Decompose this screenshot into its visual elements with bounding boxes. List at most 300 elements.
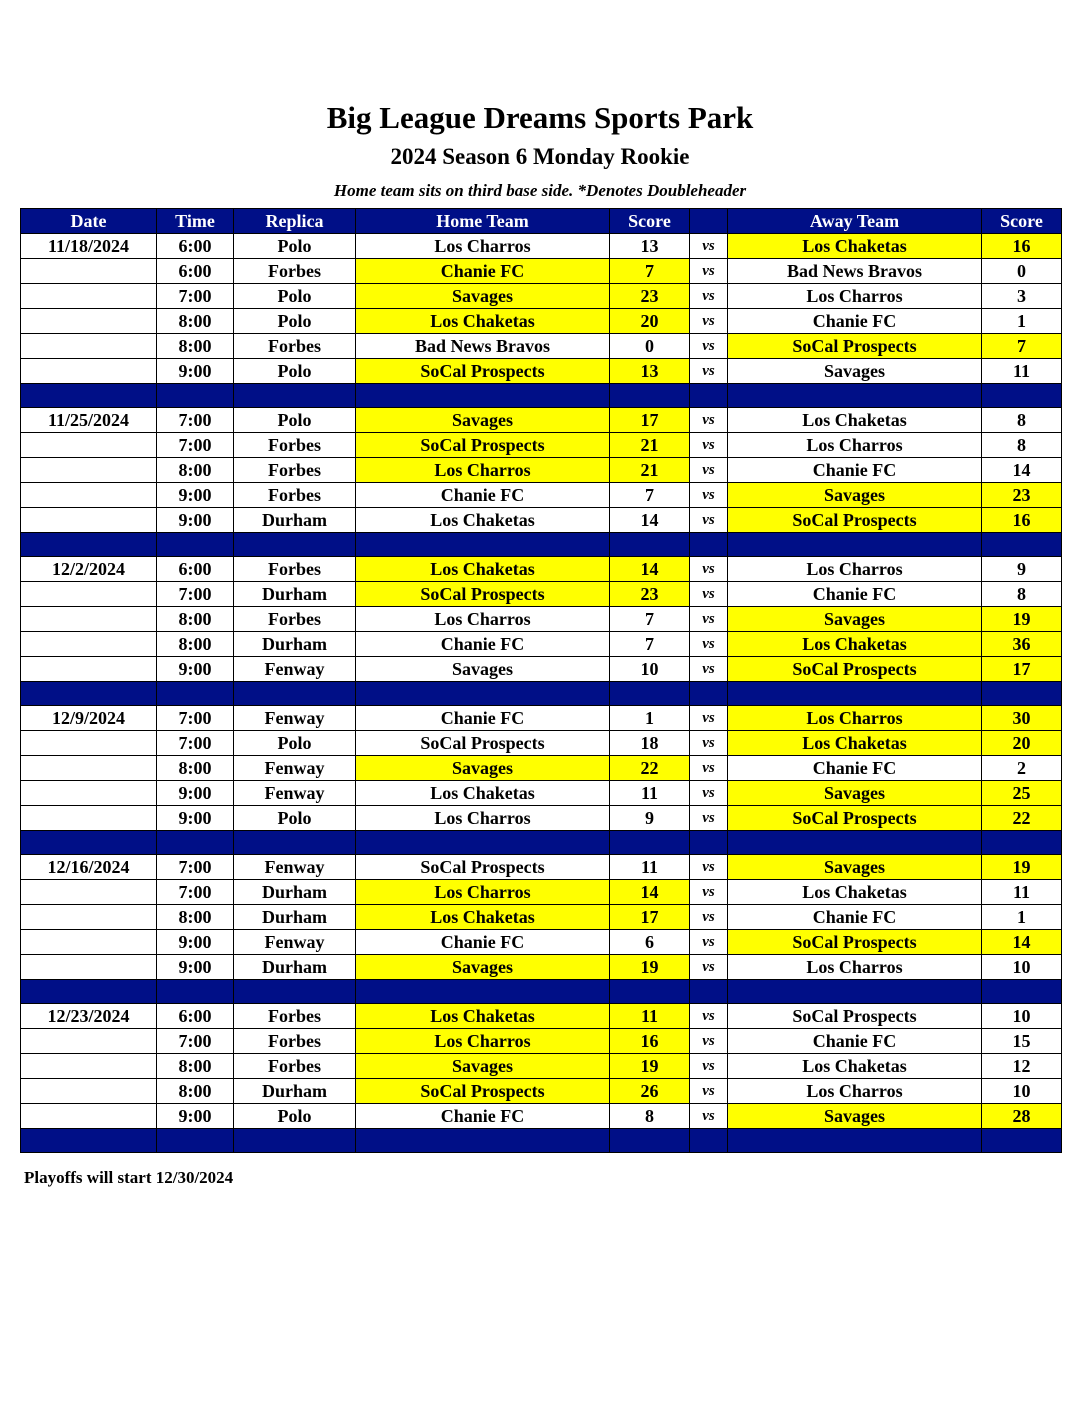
home-score: 13	[610, 234, 690, 259]
separator-cell	[982, 533, 1062, 557]
home-team: Los Chaketas	[356, 781, 610, 806]
game-row	[21, 855, 1062, 880]
separator-cell	[21, 384, 157, 408]
game-date	[21, 259, 157, 284]
game-row	[21, 657, 1062, 682]
vs-label: vs	[690, 557, 728, 582]
game-time: 9:00	[157, 781, 234, 806]
game-time: 8:00	[157, 1079, 234, 1104]
game-row	[21, 1079, 1062, 1104]
home-score: 21	[610, 458, 690, 483]
game-row	[21, 607, 1062, 632]
game-date	[21, 334, 157, 359]
away-team: Savages	[728, 781, 982, 806]
separator-cell	[356, 980, 610, 1004]
game-row	[21, 334, 1062, 359]
col-header-date: Date	[21, 209, 157, 234]
vs-label: vs	[690, 905, 728, 930]
game-date	[21, 1054, 157, 1079]
vs-label: vs	[690, 1004, 728, 1029]
away-score: 10	[982, 1079, 1062, 1104]
game-replica: Polo	[234, 1104, 356, 1129]
home-score: 18	[610, 731, 690, 756]
away-score: 17	[982, 657, 1062, 682]
game-date	[21, 309, 157, 334]
game-date	[21, 657, 157, 682]
week-separator-row	[21, 831, 1062, 855]
game-row	[21, 930, 1062, 955]
vs-label: vs	[690, 706, 728, 731]
separator-cell	[157, 533, 234, 557]
away-team: Chanie FC	[728, 905, 982, 930]
home-score: 7	[610, 259, 690, 284]
game-date	[21, 1029, 157, 1054]
game-replica: Polo	[234, 731, 356, 756]
game-replica: Forbes	[234, 1004, 356, 1029]
separator-cell	[234, 831, 356, 855]
away-score: 16	[982, 508, 1062, 533]
separator-cell	[157, 384, 234, 408]
home-team: Los Charros	[356, 607, 610, 632]
separator-cell	[728, 682, 982, 706]
home-team: Los Charros	[356, 1029, 610, 1054]
col-header-home-team: Home Team	[356, 209, 610, 234]
game-date	[21, 359, 157, 384]
away-score: 1	[982, 905, 1062, 930]
separator-cell	[157, 682, 234, 706]
game-replica: Durham	[234, 1079, 356, 1104]
vs-label: vs	[690, 359, 728, 384]
away-score: 3	[982, 284, 1062, 309]
game-replica: Fenway	[234, 657, 356, 682]
game-row	[21, 781, 1062, 806]
schedule-table	[20, 208, 1062, 1153]
game-replica: Forbes	[234, 607, 356, 632]
vs-label: vs	[690, 259, 728, 284]
vs-label: vs	[690, 657, 728, 682]
game-replica: Forbes	[234, 483, 356, 508]
away-team: Los Chaketas	[728, 234, 982, 259]
separator-cell	[610, 384, 690, 408]
away-team: Savages	[728, 483, 982, 508]
away-team: SoCal Prospects	[728, 657, 982, 682]
away-score: 14	[982, 458, 1062, 483]
away-team: Los Charros	[728, 284, 982, 309]
home-score: 9	[610, 806, 690, 831]
game-date	[21, 284, 157, 309]
separator-cell	[356, 682, 610, 706]
away-team: Chanie FC	[728, 309, 982, 334]
game-replica: Forbes	[234, 458, 356, 483]
home-team: Savages	[356, 955, 610, 980]
game-replica: Fenway	[234, 781, 356, 806]
home-team: Savages	[356, 408, 610, 433]
vs-label: vs	[690, 1029, 728, 1054]
separator-cell	[982, 1129, 1062, 1153]
separator-cell	[21, 1129, 157, 1153]
away-team: SoCal Prospects	[728, 1004, 982, 1029]
game-row	[21, 259, 1062, 284]
game-replica: Fenway	[234, 855, 356, 880]
game-row	[21, 632, 1062, 657]
game-date	[21, 756, 157, 781]
away-team: SoCal Prospects	[728, 334, 982, 359]
game-replica: Durham	[234, 955, 356, 980]
game-date: 11/25/2024	[21, 408, 157, 433]
separator-cell	[234, 384, 356, 408]
separator-cell	[690, 980, 728, 1004]
game-row	[21, 284, 1062, 309]
away-team: Chanie FC	[728, 458, 982, 483]
game-replica: Polo	[234, 359, 356, 384]
home-team: SoCal Prospects	[356, 1079, 610, 1104]
separator-cell	[728, 980, 982, 1004]
game-time: 8:00	[157, 756, 234, 781]
game-time: 6:00	[157, 259, 234, 284]
away-score: 30	[982, 706, 1062, 731]
separator-cell	[982, 682, 1062, 706]
home-score: 26	[610, 1079, 690, 1104]
home-team: Chanie FC	[356, 632, 610, 657]
game-replica: Forbes	[234, 557, 356, 582]
away-team: Savages	[728, 1104, 982, 1129]
separator-cell	[690, 682, 728, 706]
separator-cell	[982, 384, 1062, 408]
separator-cell	[234, 1129, 356, 1153]
home-score: 14	[610, 557, 690, 582]
separator-cell	[234, 682, 356, 706]
home-team: Savages	[356, 1054, 610, 1079]
game-row	[21, 557, 1062, 582]
away-team: Los Chaketas	[728, 632, 982, 657]
away-score: 14	[982, 930, 1062, 955]
separator-cell	[234, 980, 356, 1004]
game-replica: Polo	[234, 284, 356, 309]
vs-label: vs	[690, 408, 728, 433]
away-score: 19	[982, 607, 1062, 632]
away-score: 1	[982, 309, 1062, 334]
separator-cell	[728, 384, 982, 408]
away-score: 10	[982, 955, 1062, 980]
home-team: Los Chaketas	[356, 508, 610, 533]
game-time: 9:00	[157, 955, 234, 980]
home-team: Los Chaketas	[356, 557, 610, 582]
separator-cell	[690, 384, 728, 408]
game-time: 9:00	[157, 508, 234, 533]
game-replica: Forbes	[234, 1054, 356, 1079]
away-team: Bad News Bravos	[728, 259, 982, 284]
home-team: SoCal Prospects	[356, 731, 610, 756]
away-team: SoCal Prospects	[728, 508, 982, 533]
game-replica: Forbes	[234, 433, 356, 458]
separator-cell	[610, 682, 690, 706]
game-time: 9:00	[157, 657, 234, 682]
header-row	[21, 209, 1062, 234]
separator-cell	[728, 1129, 982, 1153]
home-score: 11	[610, 1004, 690, 1029]
game-row	[21, 731, 1062, 756]
game-row	[21, 1054, 1062, 1079]
week-separator-row	[21, 1129, 1062, 1153]
game-time: 7:00	[157, 284, 234, 309]
home-team: SoCal Prospects	[356, 582, 610, 607]
col-header-home-score: Score	[610, 209, 690, 234]
home-team: SoCal Prospects	[356, 855, 610, 880]
game-date: 12/23/2024	[21, 1004, 157, 1029]
schedule-note: Home team sits on third base side. *Denotes Doubleheader	[333, 181, 747, 200]
away-score: 8	[982, 408, 1062, 433]
game-row	[21, 582, 1062, 607]
away-score: 9	[982, 557, 1062, 582]
home-team: Los Charros	[356, 806, 610, 831]
game-row	[21, 483, 1062, 508]
game-replica: Durham	[234, 905, 356, 930]
col-header-vs	[690, 209, 728, 234]
home-team: Chanie FC	[356, 259, 610, 284]
game-date: 12/16/2024	[21, 855, 157, 880]
game-time: 7:00	[157, 582, 234, 607]
away-score: 12	[982, 1054, 1062, 1079]
vs-label: vs	[690, 880, 728, 905]
separator-cell	[157, 980, 234, 1004]
game-replica: Forbes	[234, 334, 356, 359]
vs-label: vs	[690, 806, 728, 831]
vs-label: vs	[690, 1054, 728, 1079]
vs-label: vs	[690, 458, 728, 483]
home-team: Chanie FC	[356, 1104, 610, 1129]
away-team: Los Chaketas	[728, 880, 982, 905]
col-header-replica: Replica	[234, 209, 356, 234]
game-row	[21, 408, 1062, 433]
week-separator-row	[21, 682, 1062, 706]
away-team: Chanie FC	[728, 1029, 982, 1054]
game-date	[21, 433, 157, 458]
home-score: 14	[610, 880, 690, 905]
game-replica: Fenway	[234, 706, 356, 731]
away-team: Los Charros	[728, 1079, 982, 1104]
home-team: SoCal Prospects	[356, 359, 610, 384]
away-score: 7	[982, 334, 1062, 359]
game-date	[21, 483, 157, 508]
separator-cell	[982, 980, 1062, 1004]
away-team: SoCal Prospects	[728, 930, 982, 955]
game-time: 7:00	[157, 433, 234, 458]
vs-label: vs	[690, 508, 728, 533]
home-score: 20	[610, 309, 690, 334]
away-score: 16	[982, 234, 1062, 259]
away-score: 20	[982, 731, 1062, 756]
away-score: 8	[982, 582, 1062, 607]
separator-cell	[690, 831, 728, 855]
game-time: 8:00	[157, 309, 234, 334]
home-team: Chanie FC	[356, 930, 610, 955]
game-replica: Forbes	[234, 259, 356, 284]
home-score: 11	[610, 855, 690, 880]
home-score: 0	[610, 334, 690, 359]
vs-label: vs	[690, 1079, 728, 1104]
vs-label: vs	[690, 756, 728, 781]
separator-cell	[690, 1129, 728, 1153]
game-time: 6:00	[157, 1004, 234, 1029]
home-score: 10	[610, 657, 690, 682]
home-score: 19	[610, 955, 690, 980]
home-score: 22	[610, 756, 690, 781]
vs-label: vs	[690, 284, 728, 309]
vs-label: vs	[690, 1104, 728, 1129]
game-replica: Polo	[234, 408, 356, 433]
home-team: Los Charros	[356, 458, 610, 483]
home-score: 17	[610, 408, 690, 433]
game-time: 9:00	[157, 359, 234, 384]
game-date	[21, 781, 157, 806]
game-row	[21, 905, 1062, 930]
game-time: 6:00	[157, 557, 234, 582]
away-team: Savages	[728, 607, 982, 632]
vs-label: vs	[690, 855, 728, 880]
season-subtitle: 2024 Season 6 Monday Rookie	[390, 144, 690, 169]
away-team: Los Charros	[728, 433, 982, 458]
home-score: 7	[610, 607, 690, 632]
game-date	[21, 607, 157, 632]
vs-label: vs	[690, 955, 728, 980]
home-team: Los Charros	[356, 880, 610, 905]
game-replica: Durham	[234, 632, 356, 657]
game-date	[21, 508, 157, 533]
game-row	[21, 880, 1062, 905]
away-score: 15	[982, 1029, 1062, 1054]
game-date	[21, 731, 157, 756]
home-score: 8	[610, 1104, 690, 1129]
home-team: Los Chaketas	[356, 905, 610, 930]
game-replica: Durham	[234, 582, 356, 607]
separator-cell	[610, 980, 690, 1004]
separator-cell	[21, 980, 157, 1004]
game-row	[21, 955, 1062, 980]
home-team: Los Chaketas	[356, 309, 610, 334]
game-row	[21, 1029, 1062, 1054]
game-time: 9:00	[157, 806, 234, 831]
game-date	[21, 955, 157, 980]
game-date	[21, 930, 157, 955]
game-time: 8:00	[157, 632, 234, 657]
col-header-away-score: Score	[982, 209, 1062, 234]
vs-label: vs	[690, 930, 728, 955]
away-score: 36	[982, 632, 1062, 657]
game-row	[21, 234, 1062, 259]
away-team: Los Charros	[728, 557, 982, 582]
game-replica: Forbes	[234, 1029, 356, 1054]
separator-cell	[728, 533, 982, 557]
game-date	[21, 458, 157, 483]
game-replica: Polo	[234, 234, 356, 259]
week-separator-row	[21, 980, 1062, 1004]
game-replica: Polo	[234, 806, 356, 831]
game-row	[21, 806, 1062, 831]
game-replica: Fenway	[234, 930, 356, 955]
away-score: 0	[982, 259, 1062, 284]
week-separator-row	[21, 533, 1062, 557]
game-time: 6:00	[157, 234, 234, 259]
away-team: Chanie FC	[728, 582, 982, 607]
game-time: 9:00	[157, 483, 234, 508]
separator-cell	[157, 831, 234, 855]
vs-label: vs	[690, 234, 728, 259]
separator-cell	[690, 533, 728, 557]
vs-label: vs	[690, 607, 728, 632]
game-row	[21, 458, 1062, 483]
separator-cell	[356, 533, 610, 557]
game-time: 8:00	[157, 1054, 234, 1079]
vs-label: vs	[690, 483, 728, 508]
game-replica: Fenway	[234, 756, 356, 781]
game-time: 7:00	[157, 706, 234, 731]
game-replica: Durham	[234, 508, 356, 533]
home-team: Savages	[356, 657, 610, 682]
home-team: Bad News Bravos	[356, 334, 610, 359]
away-score: 10	[982, 1004, 1062, 1029]
home-team: Savages	[356, 756, 610, 781]
vs-label: vs	[690, 781, 728, 806]
separator-cell	[356, 384, 610, 408]
game-row	[21, 706, 1062, 731]
away-score: 2	[982, 756, 1062, 781]
game-time: 9:00	[157, 1104, 234, 1129]
home-score: 11	[610, 781, 690, 806]
separator-cell	[21, 533, 157, 557]
home-score: 21	[610, 433, 690, 458]
separator-cell	[728, 831, 982, 855]
game-row	[21, 756, 1062, 781]
home-team: Chanie FC	[356, 483, 610, 508]
away-team: Los Chaketas	[728, 1054, 982, 1079]
home-score: 19	[610, 1054, 690, 1079]
separator-cell	[21, 831, 157, 855]
away-team: Los Chaketas	[728, 731, 982, 756]
game-time: 8:00	[157, 334, 234, 359]
home-team: SoCal Prospects	[356, 433, 610, 458]
vs-label: vs	[690, 433, 728, 458]
separator-cell	[234, 533, 356, 557]
schedule-body	[21, 234, 1062, 1153]
separator-cell	[982, 831, 1062, 855]
page-title: Big League Dreams Sports Park	[326, 100, 754, 135]
game-date: 11/18/2024	[21, 234, 157, 259]
away-score: 11	[982, 359, 1062, 384]
away-score: 25	[982, 781, 1062, 806]
vs-label: vs	[690, 309, 728, 334]
home-team: Los Charros	[356, 234, 610, 259]
vs-label: vs	[690, 334, 728, 359]
away-team: Savages	[728, 359, 982, 384]
away-score: 19	[982, 855, 1062, 880]
playoffs-note: Playoffs will start 12/30/2024	[24, 1168, 234, 1187]
col-header-time: Time	[157, 209, 234, 234]
game-date	[21, 632, 157, 657]
game-date: 12/2/2024	[21, 557, 157, 582]
col-header-away-team: Away Team	[728, 209, 982, 234]
home-score: 16	[610, 1029, 690, 1054]
separator-cell	[21, 682, 157, 706]
vs-label: vs	[690, 731, 728, 756]
away-team: Chanie FC	[728, 756, 982, 781]
game-time: 9:00	[157, 930, 234, 955]
away-score: 22	[982, 806, 1062, 831]
game-row	[21, 1104, 1062, 1129]
game-row	[21, 508, 1062, 533]
away-team: Los Charros	[728, 955, 982, 980]
home-score: 6	[610, 930, 690, 955]
game-time: 8:00	[157, 607, 234, 632]
